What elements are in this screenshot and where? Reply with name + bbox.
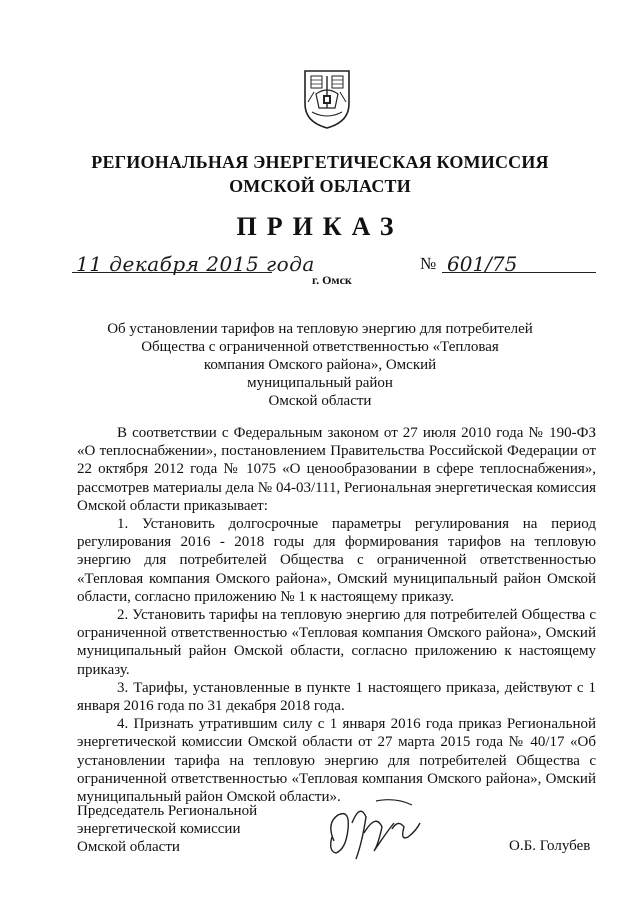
position-line: Омской области <box>77 839 180 855</box>
document-subject <box>0 320 640 410</box>
subject-line: Омской области <box>268 393 372 409</box>
body-paragraph-item-3: 3. Тарифы, установленные в пункте 1 настоящего приказа, действуют с 1 января 2016 года по 31 декабря 2018 года. <box>77 679 596 715</box>
handwritten-signature-icon <box>316 793 436 871</box>
body-paragraph-item-2: 2. Установить тарифы на тепловую энергию для потребителей Общества с ограниченной ответственностью «Тепловая компания Омского района», Омский муниципальный район Омской области, согласно приложению к настоящему приказу. <box>77 607 596 678</box>
signatory-position <box>77 802 257 856</box>
position-line: Председатель Региональной <box>77 803 258 819</box>
organization-name-line1: РЕГИОНАЛЬНАЯ ЭНЕРГЕТИЧЕСКАЯ КОМИССИЯ <box>91 152 549 172</box>
document-title: ПРИКАЗ <box>236 212 404 241</box>
body-paragraph-item-1: 1. Установить долгосрочные параметры регулирования на период регулирования 2016 - 2018 годы для формирования тарифов на тепловую энергию для потребителей Общества с ограниченной ответственностью «Тепловая компания Омского района», Омский муниципальный район Омской области, согласно приложению № 1 к настоящему приказу. <box>77 516 596 605</box>
subject-line: Общества с ограниченной ответственностью «Тепловая <box>141 339 499 355</box>
subject-line: Об установлении тарифов на тепловую энергию для потребителей <box>107 321 533 337</box>
signatory-name: О.Б. Голубев <box>509 838 591 854</box>
subject-line: компания Омского района», Омский <box>203 357 437 373</box>
number-prefix: № <box>420 254 437 273</box>
body-paragraph-item-4: 4. Признать утратившим силу с 1 января 2016 года приказ Региональной энергетической комиссии Омской области от 27 марта 2015 года № 40/17 «Об установлении тарифа на тепловую энергию для потребителей Общества с ограниченной ответственностью «Тепловая компания Омского района», Омский муниципальный район Омской области». <box>77 716 596 806</box>
coat-of-arms-icon <box>302 68 352 130</box>
handwritten-date: 11 декабря 2015 года <box>76 252 315 276</box>
city-label: г. Омск <box>312 273 352 287</box>
date-underline <box>72 272 272 273</box>
handwritten-number: 601/75 <box>447 252 518 276</box>
number-underline <box>442 272 596 273</box>
body-paragraph-preamble: В соответствии с Федеральным законом от 27 июля 2010 года № 190-ФЗ «О теплоснабжении», постановлением Правительства Российской Федерации от 22 октября 2012 года № 1075 «О ценообразовании в сфере теплоснабжения», рассмотрев материалы дела № 04-03/111, Региональная энергетическая комиссия Омской области приказывает: <box>77 425 596 514</box>
organization-name-line2: ОМСКОЙ ОБЛАСТИ <box>229 176 411 196</box>
subject-line: муниципальный район <box>247 375 393 391</box>
position-line: энергетической комиссии <box>77 821 241 837</box>
document-body <box>77 424 596 806</box>
